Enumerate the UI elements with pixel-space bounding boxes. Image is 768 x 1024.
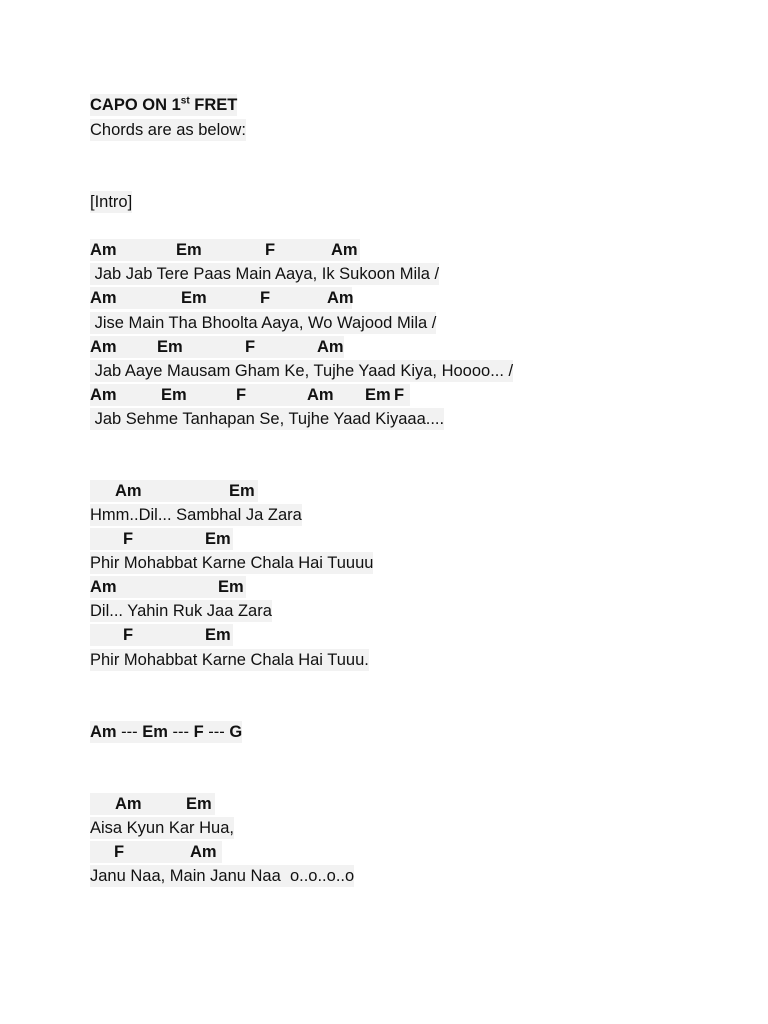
chord: F xyxy=(123,530,134,548)
chord: Am xyxy=(115,795,142,813)
capo-heading: CAPO ON 1st FRET xyxy=(90,95,238,114)
chord: Em xyxy=(157,338,183,356)
separator: --- xyxy=(167,723,194,741)
chord: Am xyxy=(327,289,354,307)
chord: Em xyxy=(218,578,244,596)
lyric-line: Phir Mohabbat Karne Chala Hai Tuuu. xyxy=(90,651,369,669)
chord-line xyxy=(90,239,550,261)
lyric-line: Jab Sehme Tanhapan Se, Tujhe Yaad Kiyaaa.... xyxy=(90,410,445,428)
lyric-line: Dil... Yahin Ruk Jaa Zara xyxy=(90,602,272,620)
chord: Em xyxy=(229,482,255,500)
lyric-line: Jab Jab Tere Paas Main Aaya, Ik Sukoon Mila / xyxy=(90,265,440,283)
chord-line xyxy=(90,528,550,550)
chord: Am xyxy=(317,338,344,356)
lyric-line: Jise Main Tha Bhoolta Aaya, Wo Wajood Mila / xyxy=(90,314,437,332)
chord-line xyxy=(90,384,550,406)
chord: Am xyxy=(307,386,334,404)
chord: Am xyxy=(90,578,117,596)
chord: F xyxy=(260,289,271,307)
chord: F xyxy=(394,386,405,404)
lyric-line: Hmm..Dil... Sambhal Ja Zara xyxy=(90,506,302,524)
chord: Em xyxy=(205,626,231,644)
intro-label: [Intro] xyxy=(90,193,133,211)
chord: Am xyxy=(90,723,117,741)
chord: Em xyxy=(161,386,187,404)
lyric-line: Phir Mohabbat Karne Chala Hai Tuuuu xyxy=(90,554,374,572)
chord-line xyxy=(90,480,550,502)
chord: F xyxy=(123,626,134,644)
lyric-line: Aisa Kyun Kar Hua, xyxy=(90,819,234,837)
chord-line xyxy=(90,336,550,358)
chord-line xyxy=(90,624,550,646)
chord: F xyxy=(245,338,256,356)
subtitle: Chords are as below: xyxy=(90,121,246,139)
chord: F xyxy=(193,723,204,741)
lyric-line: Janu Naa, Main Janu Naa o..o..o..o xyxy=(90,867,355,885)
chord: Em xyxy=(205,530,231,548)
chord: Em xyxy=(176,241,202,259)
lyric-line: Jab Aaye Mausam Gham Ke, Tujhe Yaad Kiya, Hoooo... / xyxy=(90,362,514,380)
chord-line xyxy=(90,841,550,863)
chord-line xyxy=(90,287,550,309)
chord: Em xyxy=(365,386,391,404)
chord: Am xyxy=(90,338,117,356)
separator: --- xyxy=(116,723,143,741)
chord: Am xyxy=(190,843,217,861)
chord-progression xyxy=(90,721,242,743)
chord: F xyxy=(265,241,276,259)
chord: Am xyxy=(331,241,358,259)
chord: Am xyxy=(115,482,142,500)
separator: --- xyxy=(203,723,230,741)
chord: F xyxy=(114,843,125,861)
chord-line xyxy=(90,576,550,598)
chord: Em xyxy=(186,795,212,813)
chord: F xyxy=(236,386,247,404)
chord: Am xyxy=(90,386,117,404)
chord: Em xyxy=(181,289,207,307)
chord: Em xyxy=(142,723,168,741)
chord: Am xyxy=(90,289,117,307)
chord-line xyxy=(90,793,550,815)
chord: G xyxy=(229,723,243,741)
chord: Am xyxy=(90,241,117,259)
